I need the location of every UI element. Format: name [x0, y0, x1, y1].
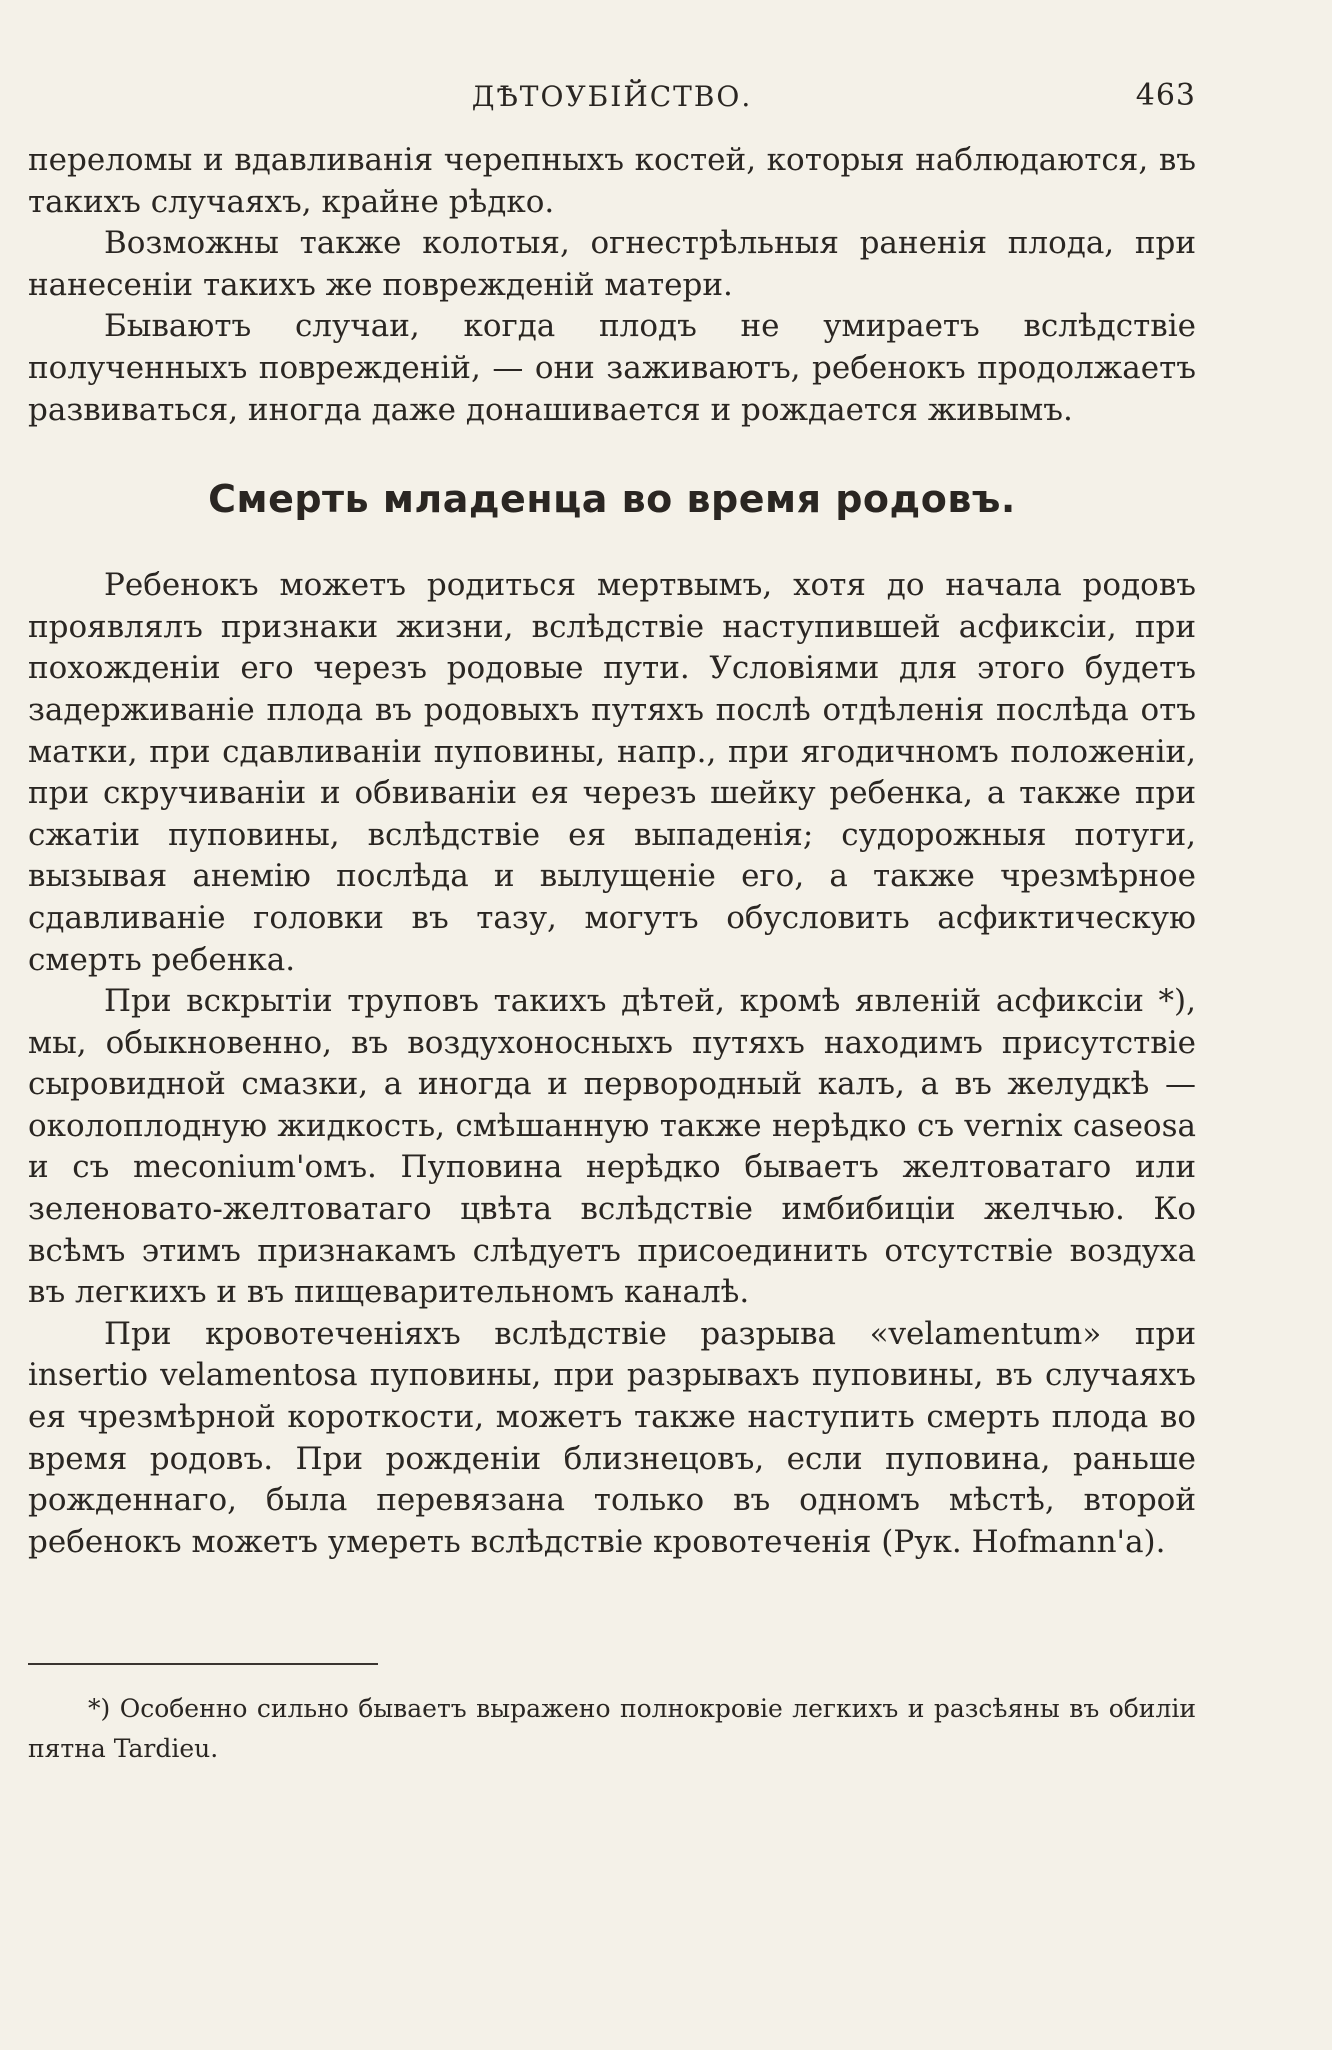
- running-head: [28, 70, 1196, 140]
- page-number: 463: [1135, 78, 1196, 113]
- paragraph-wounds: Возможны также колотыя, огнестрѣльныя раненія плода, при нанесеніи такихъ же поврежденій матери.: [28, 225, 1196, 303]
- footnote: *) Особенно сильно бываетъ выражено полнокровіе легкихъ и разсѣяны въ обиліи пятна Tardieu.: [28, 1694, 1196, 1764]
- book-page: [28, 0, 1196, 1769]
- paragraph-bleeding: При кровотеченіяхъ вслѣдствіе разрыва «velamentum» при insertio velamentosa пуповины, при разрывахъ пуповины, въ случаяхъ ея чрезмѣрной короткости, можетъ также наступить смерть плода во время родовъ. При рожденіи близнецовъ, если пуповина, раньше рожденнаго, была перевязана только въ одномъ мѣстѣ, второй ребенокъ можетъ умереть вслѣдствіе кровотеченія (Рук. Hofmann'а).: [28, 1315, 1196, 1560]
- footnote-divider: [28, 1663, 378, 1665]
- running-title: ДѢТОУБІЙСТВО.: [471, 80, 753, 113]
- section-heading: Смерть младенца во время родовъ.: [208, 477, 1016, 522]
- paragraph-continuation: переломы и вдавливанія черепныхъ костей, которыя наблюдаются, въ такихъ случаяхъ, крайне рѣдко.: [28, 142, 1196, 220]
- paragraph-asphyxia: Ребенокъ можетъ родиться мертвымъ, хотя до начала родовъ проявлялъ признаки жизни, вслѣдствіе наступившей асфиксіи, при похожденіи его черезъ родовые пути. Условіями для этого будетъ задерживаніе плода въ родовыхъ путяхъ послѣ отдѣленія послѣда отъ матки, при сдавливаніи пуповины, напр., при ягодичномъ положеніи, при скручиваніи и обвиваніи ея черезъ шейку ребенка, а также при сжатіи пуповины, вслѣдствіе ея выпаденія; судорожныя потуги, вызывая анемію послѣда и вылущеніе его, а также чрезмѣрное сдавливаніе головки въ тазу, могутъ обусловить асфиктическую смерть ребенка.: [28, 567, 1196, 978]
- paragraph-autopsy: При вскрытіи труповъ такихъ дѣтей, кромѣ явленій асфиксіи *), мы, обыкновенно, въ воздухоносныхъ путяхъ находимъ присутствіе сыровидной смазки, а иногда и первородный калъ, а въ желудкѣ — околоплодную жидкость, смѣшанную также нерѣдко съ vernix caseosa и съ meconium'омъ. Пуповина нерѣдко бываетъ желтоватаго или зеленовато-желтоватаго цвѣта вслѣдствіе имбибиціи желчью. Ко всѣмъ этимъ признакамъ слѣдуетъ присоединить отсутствіе воздуха въ легкихъ и въ пищеварительномъ каналѣ.: [28, 983, 1196, 1311]
- paragraph-survival: Бываютъ случаи, когда плодъ не умираетъ вслѣдствіе полученныхъ поврежденій, — они заживаютъ, ребенокъ продолжаетъ развиваться, иногда даже донашивается и рождается живымъ.: [28, 308, 1196, 428]
